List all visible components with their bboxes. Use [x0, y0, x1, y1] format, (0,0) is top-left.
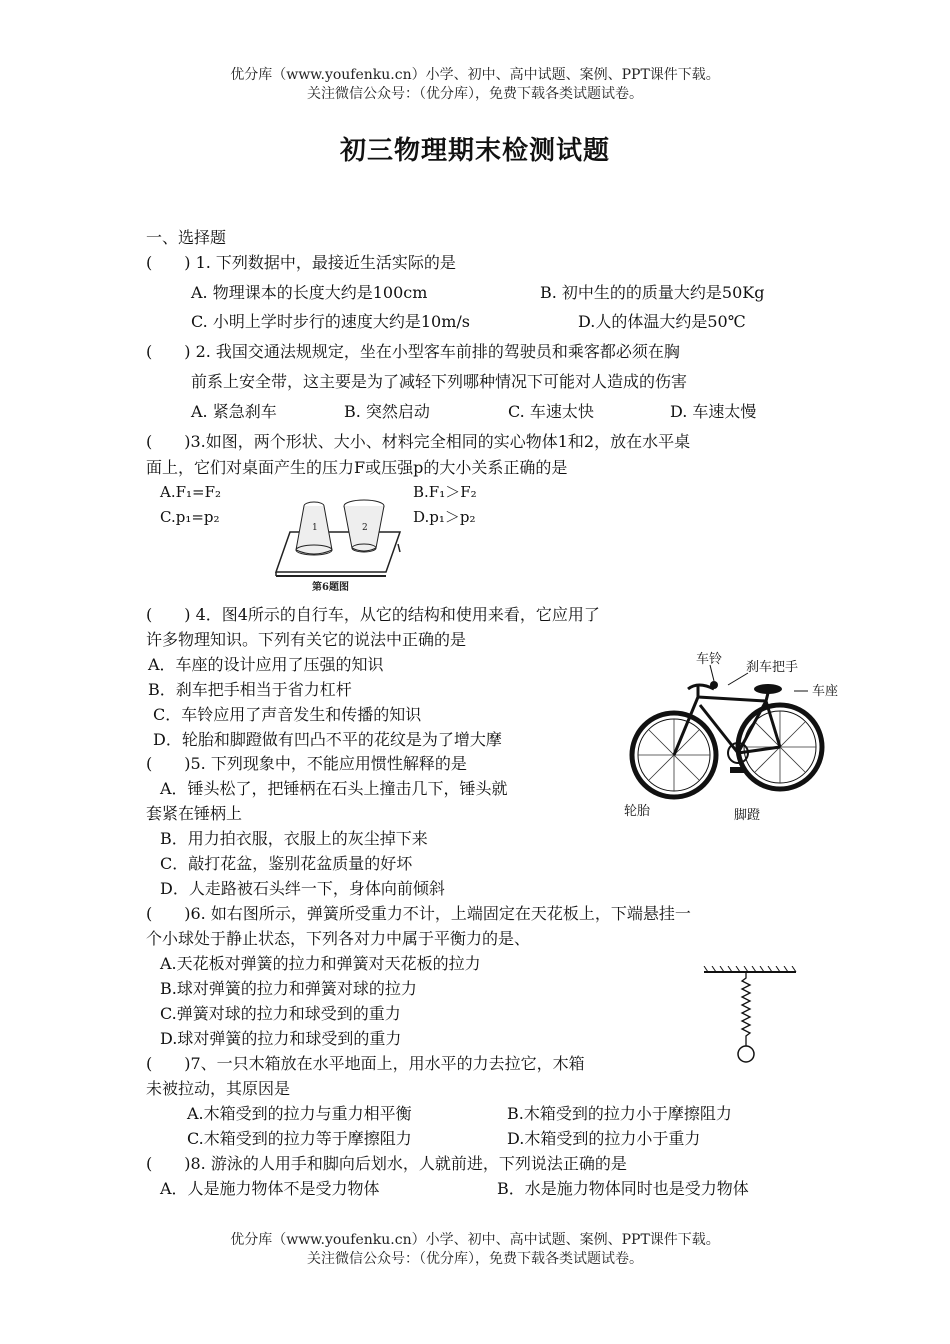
q4-stem-2: 许多物理知识。下列有关它的说法中正确的是 [146, 630, 467, 649]
q3-option-b: B.F₁＞F₂ [413, 483, 477, 501]
q6-option-c: C.弹簧对球的拉力和球受到的重力 [160, 1004, 401, 1023]
q7-option-b: B.木箱受到的拉力小于摩擦阻力 [507, 1104, 732, 1123]
q6-option-b: B.球对弹簧的拉力和弹簧对球的拉力 [160, 979, 417, 998]
q4-stem-1: ( ) 4．图4所示的自行车，从它的结构和使用来看，它应用了 [146, 605, 600, 624]
q7-option-d: D.木箱受到的拉力小于重力 [507, 1129, 701, 1148]
q8-option-b: B．水是施力物体同时也是受力物体 [497, 1179, 749, 1198]
q5-option-c: C．敲打花盆，鉴别花盆质量的好坏 [160, 854, 413, 873]
q6-stem-1: ( )6. 如右图所示，弹簧所受重力不计，上端固定在天花板上，下端悬挂一 [146, 904, 691, 923]
q5-option-b: B．用力拍衣服，衣服上的灰尘掉下来 [160, 829, 428, 848]
q1-option-d: D.人的体温大约是50℃ [578, 312, 746, 331]
label-seat: 车座 [812, 684, 839, 699]
q4-option-d: D．轮胎和脚蹬做有凹凸不平的花纹是为了增大摩 [153, 730, 502, 749]
label-brake-handle: 刹车把手 [746, 660, 799, 675]
q6-spring-figure [700, 966, 800, 1066]
q7-option-c: C.木箱受到的拉力等于摩擦阻力 [187, 1129, 412, 1148]
q4-option-b: B．刹车把手相当于省力杠杆 [148, 680, 352, 699]
q5-option-a-1: A．锤头松了，把锤柄在石头上撞击几下，锤头就 [160, 779, 508, 798]
label-tire: 轮胎 [624, 804, 651, 819]
label-bell: 车铃 [696, 652, 723, 667]
q1-option-b: B. 初中生的的质量大约是50Kg [540, 283, 765, 302]
q7-stem-1: ( )7、一只木箱放在水平地面上，用水平的力去拉它，木箱 [146, 1054, 585, 1073]
q3-figure-caption: 第6题图 [312, 582, 349, 593]
q1-option-c: C. 小明上学时步行的速度大约是10m/s [191, 312, 470, 331]
q8-stem: ( )8. 游泳的人用手和脚向后划水，人就前进，下列说法正确的是 [146, 1154, 627, 1173]
q2-option-c: C. 车速太快 [508, 402, 594, 421]
footer-line-2: 关注微信公众号：（优分库），免费下载各类试题试卷。 [307, 1251, 643, 1267]
q1-stem: ( ) 1. 下列数据中，最接近生活实际的是 [146, 253, 456, 272]
q6-stem-2: 个小球处于静止状态，下列各对力中属于平衡力的是、 [146, 929, 531, 948]
cup-1-label: 1 [312, 523, 318, 533]
section-heading: 一、选择题 [146, 228, 227, 247]
q2-option-b: B. 突然启动 [344, 402, 430, 421]
q2-stem-2: 前系上安全带，这主要是为了减轻下列哪种情况下可能对人造成的伤害 [191, 372, 688, 391]
cup-2-label: 2 [362, 523, 368, 533]
q5-stem: ( )5. 下列现象中，不能应用惯性解释的是 [146, 754, 467, 773]
footer-line-1: 优分库（www.youfenku.cn）小学、初中、高中试题、案例、PPT课件下载。 [230, 1232, 720, 1248]
q6-option-d: D.球对弹簧的拉力和球受到的重力 [160, 1029, 402, 1048]
q3-option-d: D.p₁＞p₂ [413, 508, 476, 526]
q2-option-d: D. 车速太慢 [670, 402, 757, 421]
q5-option-a-2: 套紧在锤柄上 [146, 804, 243, 823]
q3-option-c: C.p₁=p₂ [160, 508, 220, 526]
header-line-1: 优分库（www.youfenku.cn）小学、初中、高中试题、案例、PPT课件下载。 [230, 67, 720, 83]
q3-stem-1: ( )3.如图，两个形状、大小、材料完全相同的实心物体1和2，放在水平桌 [146, 432, 691, 451]
q4-bicycle-figure [618, 645, 880, 830]
q8-option-a: A．人是施力物体不是受力物体 [160, 1179, 380, 1198]
q5-option-d: D．人走路被石头绊一下，身体向前倾斜 [160, 879, 445, 898]
page-title: 初三物理期末检测试题 [339, 136, 610, 166]
q2-option-a: A. 紧急刹车 [191, 402, 277, 421]
q3-figure-cups [268, 492, 408, 594]
q6-option-a: A.天花板对弹簧的拉力和弹簧对天花板的拉力 [160, 954, 481, 973]
q7-option-a: A.木箱受到的拉力与重力相平衡 [187, 1104, 412, 1123]
header-line-2: 关注微信公众号：（优分库），免费下载各类试题试卷。 [307, 86, 643, 102]
q3-stem-2: 面上，它们对桌面产生的压力F或压强p的大小关系正确的是 [146, 458, 568, 477]
q7-stem-2: 未被拉动，其原因是 [146, 1079, 291, 1098]
q3-option-a: A.F₁=F₂ [160, 483, 222, 501]
q2-stem-1: ( ) 2. 我国交通法规规定，坐在小型客车前排的驾驶员和乘客都必须在胸 [146, 342, 680, 361]
q4-option-a: A．车座的设计应用了压强的知识 [148, 655, 384, 674]
q1-option-a: A. 物理课本的长度大约是100cm [191, 283, 428, 302]
q4-option-c: C．车铃应用了声音发生和传播的知识 [153, 705, 422, 724]
label-pedal: 脚蹬 [734, 808, 761, 823]
